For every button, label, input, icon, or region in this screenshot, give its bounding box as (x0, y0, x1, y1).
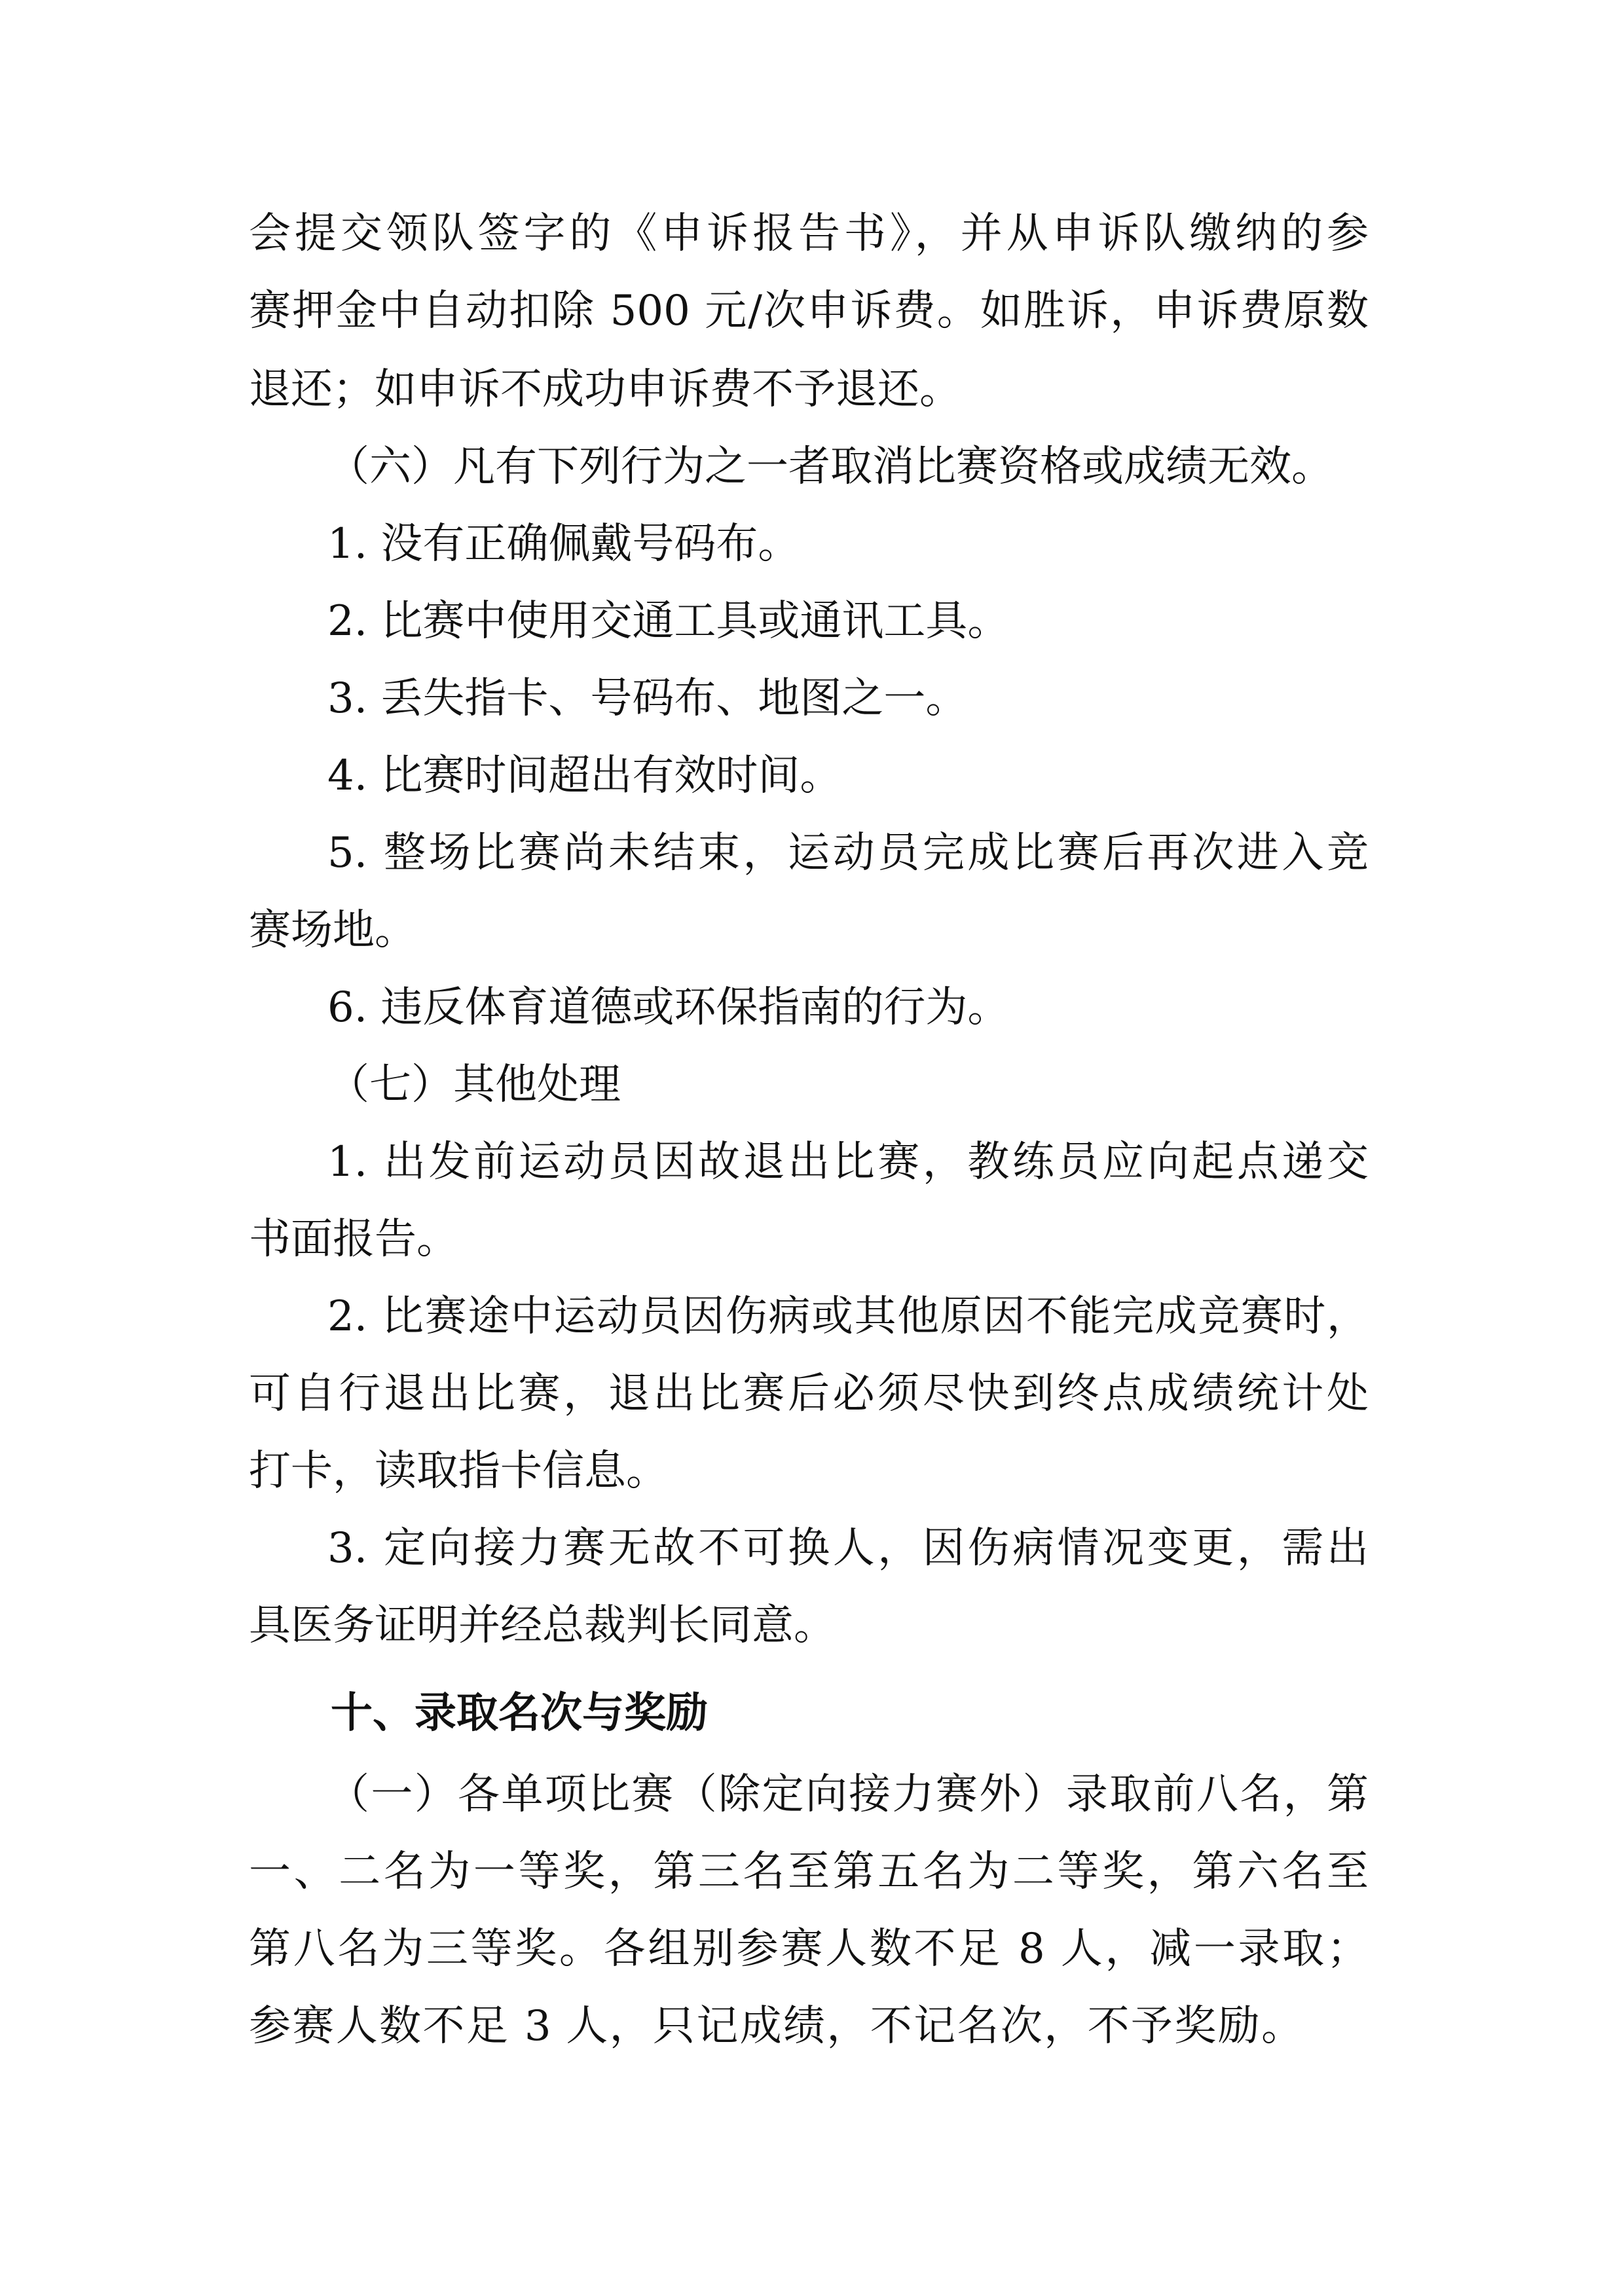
list-item (0, 817, 1624, 889)
line-text: 5. 整场比赛尚未结束，运动员完成比赛后再次进入竞 (327, 829, 1369, 877)
list-item (0, 972, 1624, 1044)
list-item-continuation (0, 1203, 1624, 1275)
list-item (0, 1281, 1624, 1353)
line-text: 会提交领队签字的《申诉报告书》，并从申诉队缴纳的参 (249, 210, 1369, 258)
line-text: 退还；如申诉不成功申诉费不予退还。 (249, 365, 961, 414)
line-text: 可自行退出比赛，退出比赛后必须尽快到终点成绩统计处 (249, 1370, 1369, 1418)
line-text: 书面报告。 (249, 1215, 458, 1264)
line-text: 赛押金中自动扣除 500 元/次申诉费。如胜诉，申诉费原数 (249, 287, 1369, 335)
list-item (0, 1512, 1624, 1584)
line-text: 参赛人数不足 3 人，只记成绩，不记名次，不予奖励。 (249, 2002, 1303, 2050)
line-text: 1. 没有正确佩戴号码布。 (327, 520, 800, 568)
line-text: 3. 定向接力赛无故不可换人，因伤病情况变更，需出 (327, 1524, 1369, 1573)
list-item (0, 508, 1624, 580)
line-text: 赛场地。 (249, 906, 416, 955)
list-item-continuation (0, 1435, 1624, 1507)
line-text: （六）凡有下列行为之一者取消比赛资格或成绩无效。 (327, 443, 1333, 491)
line-text: 2. 比赛中使用交通工具或通讯工具。 (327, 597, 1010, 646)
line-text: 打卡，读取指卡信息。 (249, 1447, 668, 1495)
list-item (0, 585, 1624, 657)
line-text: 1. 出发前运动员因故退出比赛，教练员应向起点递交 (327, 1138, 1369, 1186)
list-item-continuation (0, 1358, 1624, 1430)
body-line (0, 1758, 1624, 1831)
line-text: 4. 比赛时间超出有效时间。 (327, 752, 842, 800)
body-line (0, 354, 1624, 426)
line-text: 一、二名为一等奖，第三名至第五名为二等奖，第六名至 (249, 1848, 1369, 1896)
section-heading (0, 1677, 1624, 1749)
section-subheading (0, 1049, 1624, 1121)
list-item-continuation (0, 1590, 1624, 1662)
list-item (0, 663, 1624, 735)
body-line (0, 275, 1624, 347)
list-item (0, 1126, 1624, 1198)
body-line (0, 1913, 1624, 1985)
section-subheading (0, 431, 1624, 503)
line-text: 第八名为三等奖。各组别参赛人数不足 8 人，减一录取； (249, 1925, 1369, 1973)
line-text: 3. 丢失指卡、号码布、地图之一。 (327, 674, 968, 723)
line-text: （一）各单项比赛（除定向接力赛外）录取前八名，第 (327, 1770, 1369, 1819)
line-text: 6. 违反体育道德或环保指南的行为。 (327, 983, 1010, 1032)
body-line (0, 1990, 1624, 2062)
line-text: （七）其他处理 (327, 1061, 621, 1109)
body-line (0, 198, 1624, 270)
line-text: 具医务证明并经总裁判长同意。 (249, 1601, 836, 1650)
line-text: 2. 比赛途中运动员因伤病或其他原因不能完成竞赛时， (327, 1292, 1369, 1341)
list-item-continuation (0, 894, 1624, 966)
list-item (0, 740, 1624, 812)
body-line (0, 1836, 1624, 1908)
line-text: 十、录取名次与奖励 (331, 1689, 708, 1738)
